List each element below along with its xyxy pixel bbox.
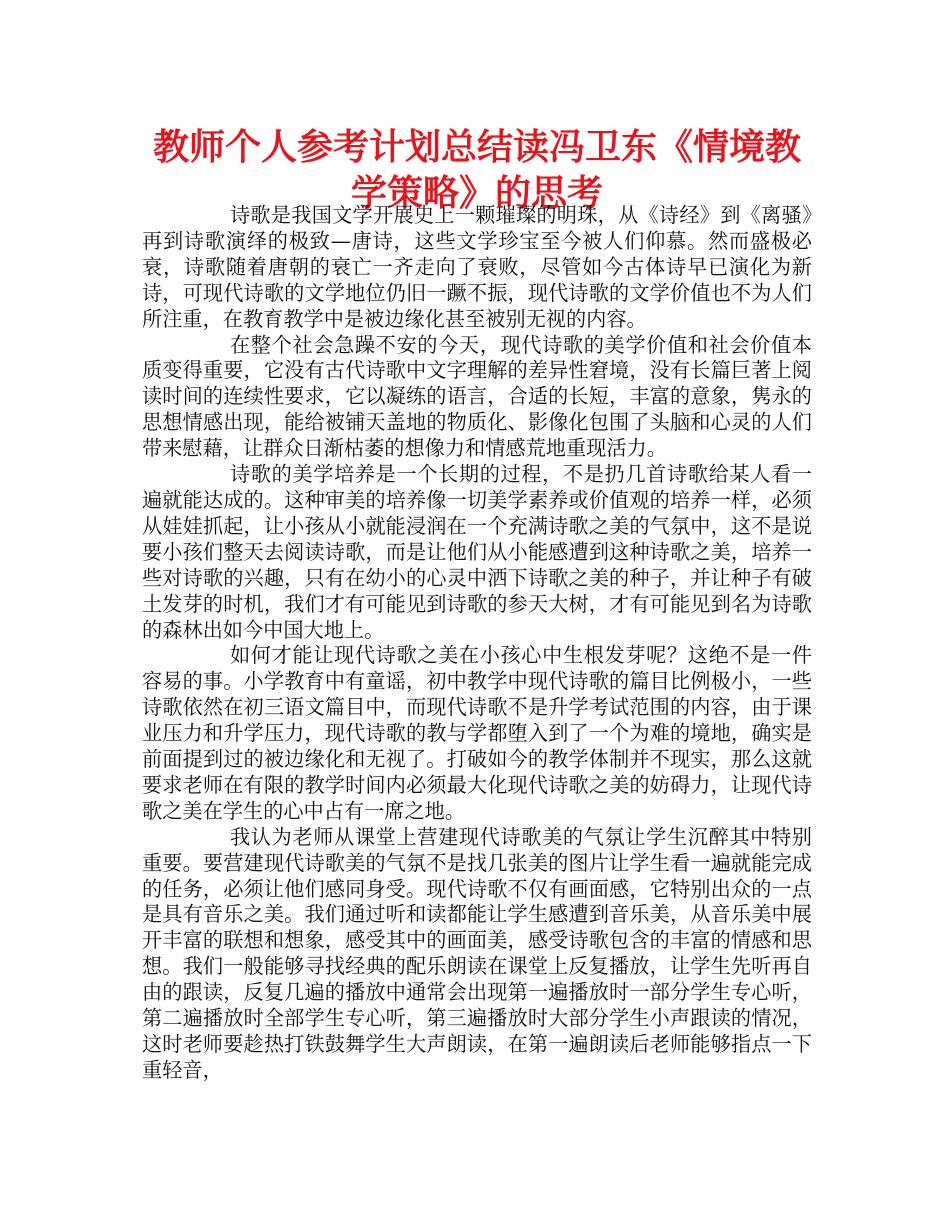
document-page [142, 125, 812, 1084]
paragraph-5: 我认为老师从课堂上营建现代诗歌美的气氛让学生沉醉其中特别重要。要营建现代诗歌美的气氛不是找几张美的图片让学生看一遍就能完成的任务，必须让他们感同身受。现代诗歌不仅有画面感，它特别出众的一点是具有音乐之美。我们通过听和读都能让学生感遭到音乐美，从音乐美中展开丰富的联想和想象，感受其中的画面美，感受诗歌包含的丰富的情感和思想。我们一般能够寻找经典的配乐朗读在课堂上反复播放，让学生先听再自由的跟读，反复几遍的播放中通常会出现第一遍播放时一部分学生专心听，第二遍播放时全部学生专心听，第三遍播放时大部分学生小声跟读的情况，这时老师要趁热打铁鼓舞学生大声朗读，在第一遍朗读后老师能够指点一下重轻音， [142, 824, 812, 1082]
paragraph-4: 如何才能让现代诗歌之美在小孩心中生根发芽呢？这绝不是一件容易的事。小学教育中有童谣，初中教学中现代诗歌的篇目比例极小，一些诗歌依然在初三语文篇目中，而现代诗歌不是升学考试范围的内容，由于课业压力和升学压力，现代诗歌的教与学都堕入到了一个为难的境地，确实是前面提到过的被边缘化和无视了。打破如今的教学体制并不现实，那么这就要求老师在有限的教学时间内必须最大化现代诗歌之美的妨碍力，让现代诗歌之美在学生的心中占有一席之地。 [142, 643, 812, 823]
document-body [142, 203, 812, 1084]
document-title: 教师个人参考计划总结读冯卫东《情境教学策略》的思考 [152, 127, 801, 214]
paragraph-3: 诗歌的美学培养是一个长期的过程，不是扔几首诗歌给某人看一遍就能达成的。这种审美的培养像一切美学素养或价值观的培养一样，必须从娃娃抓起，让小孩从小就能浸润在一个充满诗歌之美的气氛中，这不是说要小孩们整天去阅读诗歌，而是让他们从小能感遭到这种诗歌之美，培养一些对诗歌的兴趣，只有在幼小的心灵中洒下诗歌之美的种子，并让种子有破土发芽的时机，我们才有可能见到诗歌的参天大树，才有可能见到名为诗歌的森林出如今中国大地上。 [142, 462, 812, 642]
paragraph-1: 诗歌是我国文学开展史上一颗璀璨的明珠，从《诗经》到《离骚》再到诗歌演绎的极致—唐诗，这些文学珍宝至今被人们仰慕。然而盛极必衰，诗歌随着唐朝的衰亡一齐走向了衰败，尽管如今古体诗早已演化为新诗，可现代诗歌的文学地位仍旧一蹶不振，现代诗歌的文学价值也不为人们所注重，在教育教学中是被边缘化甚至被别无视的内容。 [142, 203, 812, 331]
paragraph-2: 在整个社会急躁不安的今天，现代诗歌的美学价值和社会价值本质变得重要，它没有古代诗歌中文字理解的差异性窘境，没有长篇巨著上阅读时间的连续性要求，它以凝练的语言，合适的长短，丰富的意象，隽永的思想情感出现，能给被铺天盖地的物质化、影像化包围了头脑和心灵的人们带来慰藉，让群众日渐枯萎的想像力和情感荒地重现活力。 [142, 332, 812, 461]
